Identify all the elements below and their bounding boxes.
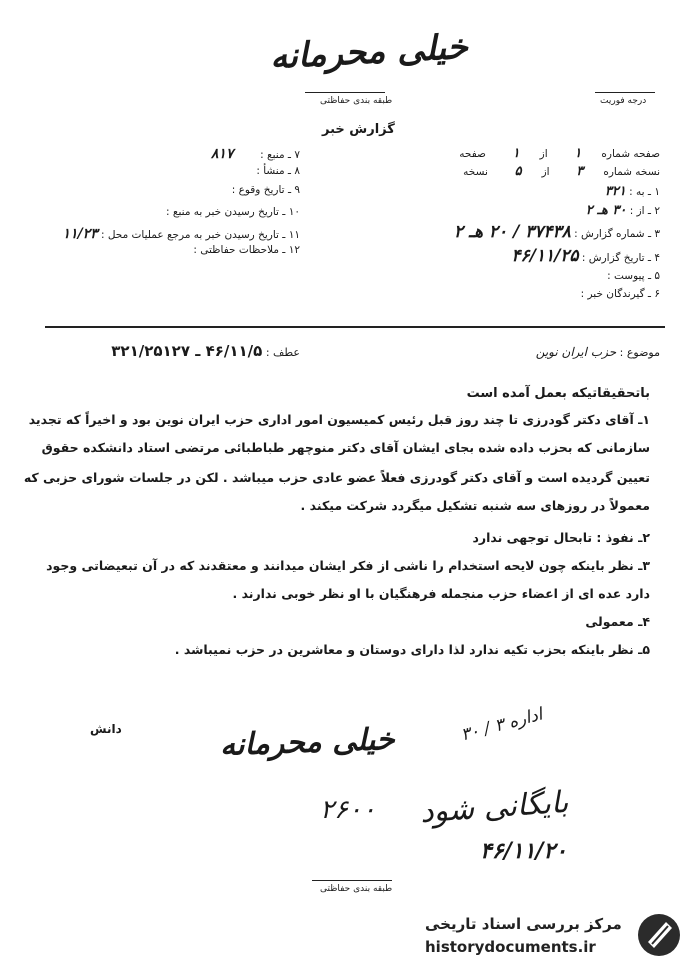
source-label: ۷ ـ منبع : — [260, 149, 300, 161]
body-line-7: دارد عده ای از اعضاء حزب منجمله فرهنگیان با او نظر خوبی ندارند . — [232, 586, 650, 601]
classification-label-top: طبقه بندی حفاظتی — [320, 96, 393, 106]
event-date-row — [60, 184, 300, 196]
source-value: ۸۱۷ — [210, 146, 234, 162]
reference-value: ۴۶/۱۱/۵ ـ ۳۲۱/۲۵۱۲۷ — [111, 342, 263, 360]
body-line-1: ۱ـ آقای دکتر گودرزی تا چند روز قبل رئیس کمیسیون امور اداری حزب ایران نوین بود و اخیراً که تجدید — [28, 412, 650, 427]
to-label: ۱ ـ به : — [629, 186, 660, 198]
report-number-row — [400, 222, 660, 242]
report-date-row — [400, 246, 660, 266]
copy-number-value: ۳ — [576, 164, 584, 179]
subject-label: موضوع : — [619, 346, 660, 359]
report-title: گزارش خبر — [322, 122, 395, 137]
to-value: ۳۲۱ — [604, 184, 626, 199]
body-line-0: باتحقیقاتیکه بعمل آمده است — [466, 386, 650, 401]
to-row — [480, 184, 660, 199]
watermark-title: مرکز بررسی اسناد تاریخی — [425, 915, 622, 933]
copy-unit-label: نسخه — [463, 166, 488, 178]
report-number-label: ۳ ـ شماره گزارش : — [574, 228, 660, 240]
handwritten-number: ۲۶۰۰ — [320, 795, 376, 825]
reference-row — [40, 342, 300, 360]
report-date-label: ۴ ـ تاریخ گزارش : — [581, 252, 660, 264]
body-line-9: ۵ـ نظر باینکه بحزب تکیه ندارد لذا دارای دوستان و معاشرین در حزب نمیباشد . — [174, 642, 650, 657]
subject-value: حزب ایران نوین — [535, 345, 617, 359]
local-receipt-date-label: ۱۱ ـ تاریخ رسیدن خبر به مرجع عملیات محل : — [100, 229, 300, 241]
body-line-6: ۳ـ نظر باینکه چون لایحه استخدام را ناشی از فکر ایشان میدانند و معتقدند که در آن تبعیضاتی وجود — [46, 558, 650, 573]
origin-label: ۸ ـ منشأ : — [256, 165, 300, 177]
classification-line-top — [305, 92, 385, 93]
source-row — [60, 146, 300, 162]
from-value: ۳۰ هـ ۲ — [585, 203, 627, 218]
copy-number-row — [400, 164, 660, 179]
urgency-line — [595, 92, 655, 93]
report-date-value: ۴۶/۱۱/۲۵ — [511, 246, 579, 266]
attachment-row — [480, 270, 660, 282]
classification-line-bottom — [312, 880, 392, 881]
copy-total-value: ۵ — [514, 164, 522, 179]
signature-initials: اداره ۳ / ۳۰ — [458, 704, 545, 746]
page-number-row — [400, 146, 660, 161]
copy-of-label: از — [541, 166, 550, 178]
archive-logo-icon — [636, 912, 682, 958]
stamp-top: خیلی محرمانه — [269, 26, 469, 78]
body-line-5: ۲ـ نفوذ : تابحال توجهی ندارد — [472, 530, 650, 545]
watermark-url: historydocuments.ir — [425, 938, 596, 956]
security-notes-row — [60, 244, 300, 256]
copy-number-label: نسخه شماره — [603, 166, 660, 178]
footer-left-note: دانش — [90, 722, 122, 736]
classification-label-bottom: طبقه بندی حفاظتی — [320, 884, 393, 894]
reference-label: عطف : — [265, 346, 300, 359]
body-line-3: تعیین گردیده است و آقای دکتر گودرزی فعلاً عضو عادی حزب میباشد . لکن در جلسات شورای حزبی که — [23, 470, 650, 485]
security-notes-label: ۱۲ ـ ملاحظات حفاظتی : — [193, 244, 300, 256]
stamp-bottom: خیلی محرمانه — [219, 721, 396, 764]
source-receipt-date-row — [60, 206, 300, 218]
from-row — [480, 203, 660, 218]
handwritten-note: بایگانی شود — [418, 784, 570, 831]
source-receipt-date-label: ۱۰ ـ تاریخ رسیدن خبر به منبع : — [166, 206, 300, 218]
local-receipt-date-row — [40, 226, 300, 242]
local-receipt-date-value: ۱۱/۲۳ — [62, 226, 98, 242]
body-line-2: سازمانی که بحزب داده شده بجای ایشان آقای دکتر منوچهر طباطبائی مرتضی استاد دانشکده حقوق — [41, 440, 650, 455]
body-line-8: ۴ـ معمولی — [585, 614, 650, 629]
page-total-value: ۱ — [512, 146, 520, 161]
recipients-label: ۶ ـ گیرندگان خبر : — [580, 288, 660, 300]
from-label: ۲ ـ از : — [629, 205, 660, 217]
handwritten-date: ۴۶/۱۱/۲۰ — [480, 838, 567, 864]
subject-row — [420, 345, 660, 359]
page-number-label: صفحه شماره — [601, 148, 660, 160]
page-of-label: از — [539, 148, 548, 160]
report-number-value: ۳۷۴۳۸ / ۲۰ هـ ۲ — [453, 222, 571, 242]
page-unit-label: صفحه — [459, 148, 486, 160]
attachment-label: ۵ ـ پیوست : — [607, 270, 660, 282]
recipients-row — [480, 288, 660, 300]
event-date-label: ۹ ـ تاریخ وقوع : — [231, 184, 300, 196]
header-separator — [45, 326, 665, 328]
origin-row — [60, 165, 300, 177]
urgency-label: درجه فوریت — [600, 96, 647, 106]
page-number-value: ۱ — [574, 146, 582, 161]
body-line-4: معمولاً در روزهای سه شنبه تشکیل میگردد شرکت میکند . — [300, 498, 650, 513]
